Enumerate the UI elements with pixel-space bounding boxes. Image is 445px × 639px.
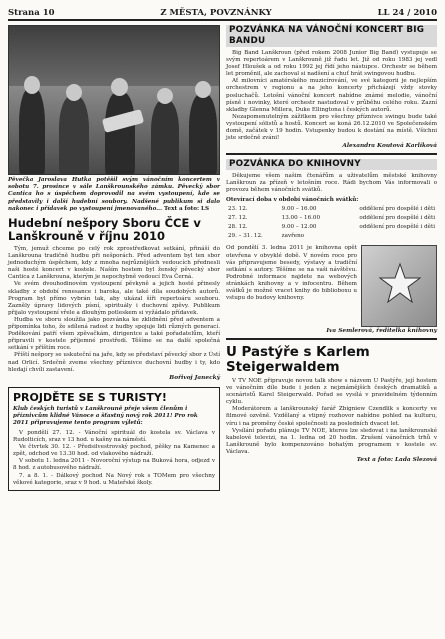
paragraph: Moderátorem a lanškrounský farář Zbigniew Czendlik s koncerty ve filmové ozvěně. Vzdělaný a vtipný rozhovor nabídne pohled na kulturu, víru i na proměny české společnosti za posledních dvacet let.	[226, 406, 437, 427]
page-header	[8, 6, 437, 18]
star-ornament-icon	[378, 262, 422, 306]
paragraph: Hudba ve sboru sloužila jako pozvánka ke zklidnění před adventem a připomínka toho, že sdílená radost z hudby spojuje lidi různých generací. Poděkování patří všem zpěvačkám, dirigentce a také pořadatelům, kteří připravili v kostele příjemné prostředí. Těšíme se na další společná setkání v příštím roce.	[8, 316, 220, 352]
divider	[226, 338, 437, 340]
tourist-program	[13, 430, 215, 487]
program-line: V sobotu 1. ledna 2011 - Novoroční výstup na Buková hora, odjezd v 8 hod. z autobusového nádraží.	[13, 458, 215, 472]
library-paragraph: Od pondělí 3. ledna 2011 je knihovna opět otevřena v obvyklé době. V novém roce pro vás připravujeme besedy, výstavy a tradiční setkání s autory. Těšíme se na vaši návštěvu. Podrobné informace najdete na webových stránkách knihovny a v infocentru. Během svátků je možné vracet knihy do biblioboxu u vstupu do budovy knihovny.	[226, 245, 357, 302]
library-schedule	[226, 204, 437, 242]
schedule-row: 27. 12. 13.00 – 16.00 oddělení pro dospělé i děti	[228, 215, 435, 222]
bigband-signature: Alexandra Koutová Karlíková	[342, 143, 437, 150]
pastyr-title: U Pastýře s Karlem Steigerwaldem	[226, 344, 370, 375]
library-signature: Iva Semlerová, ředitelka knihovny	[326, 328, 437, 335]
paragraph: Big Band Lanškroun (před rokem 2008 Junior Big Band) vystupuje se svým repertoárem v Lanškrouně již řadu let. Již od roku 1983 jej vedl Josef Hloušek a od roku 1992 jej řídí jeho nástupce. Orchestr se během let proměnil, ale zachoval si nadšení a chuť hrát swingovou hudbu.	[226, 50, 437, 78]
header-rule	[8, 19, 437, 21]
schedule-row: 29. – 31. 12. zavřeno	[228, 233, 305, 240]
paragraph: Nezapomenutelným zážitkem pro všechny příznivce swingu bude také vystoupení sólistů a hostů. Koncert se koná 26.12.2010 ve Společenském domě, začátek v 19 hodin. Vstupenky budou k dostání na místě. Všichni jste srdečně zváni!	[226, 113, 437, 142]
bigband-title: POZVÁNKA NA VÁNOČNÍ KONCERT BIG BANDU	[226, 25, 437, 47]
tourist-box	[8, 387, 220, 491]
library-intro: Děkujeme všem našim čtenářům a uživatelům městské knihovny Lanškroun za přízeň v letošním roce. Rádi bychom Vás informovali o provozu během vánočních svátků.	[226, 172, 437, 193]
left-column	[8, 25, 220, 491]
article-title: Hudební nešpory Sboru ČCE v Lanškrouně v říjnu 2010	[8, 216, 201, 244]
section-title: Z MĚSTA, POVZNÁNKY	[160, 8, 272, 18]
tourist-title: PROJDĚTE SE S TURISTY!	[13, 390, 167, 404]
bigband-body	[226, 50, 437, 142]
article-signature: Bořivoj Janecký	[169, 374, 220, 381]
library-photo	[361, 245, 437, 327]
article-body	[8, 246, 220, 374]
pastyr-body	[226, 378, 437, 456]
photo-caption: Pěvečka Jaroslava Hutka potěšil svým vánočním koncertem v sobotu 7. prosince v sále Lanškrounského zámku. Pěvecký sbor Cantica ho s úspěchem doprovodil na svém vystoupení, kde se představily i další hudební soubory. Nadšené publikum si dalo nakonec i přídavek po vystoupení jmenovaného... Text a foto: LS	[8, 177, 220, 212]
paragraph: V TV NOE připravuje novou talk show s názvem U Pastýře, její hostem ve vánočním díle bude i jeden z nejznámějších českých dramatiků a scenáristů Karel Steigerwald. Pořad se vysílá v pravidelném týdenním cyklu.	[226, 377, 437, 406]
library-hours-heading: Otevírací doba v období vánočních svátků:	[226, 197, 359, 203]
paragraph: Vysílání pořadu plánuje TV NOE, kterou lze sledovat i na lanškrounské kabelové televizi, na 1. ledna od 20 hodin. Zrušení vánočních trhů v Lanškrouně bylo kompenzováno bohatým programem v kostele sv. Václava.	[226, 427, 437, 455]
paragraph: Ať milovníci amatérského muzicírování, ve své kategorii je nejlepším orchestrem v regionu a na jeho koncerty přicházejí vždy stovky posluchačů. Letošní vánoční koncert nabídne známé melodie, vánoční písně i novinky, které orchestr nastudoval v průběhu celého roku. Zazní skladby Glenna Millera, Duke Ellingtona i českých autorů.	[226, 78, 437, 113]
tourist-lead: Klub českých turistů v Lanškrouně přeje všem členům i příznivcům klidné Vánoce a šťastný nový rok 2011! Pro rok 2011 připravujeme tento program výletů:	[13, 405, 198, 426]
paragraph: Tým, jemuž chceme po celý rok zprostředkovat setkání, přináší do Lanškrouna tradičně hudbu při nešporách. Před adventem byl ten sbor jednoduchým úspěchem, kdy z mnoha nejrůznějších vedoucích přednesli naši hosté koncert v kostele. Naším hostem byl ženský pěvecký sbor Cantica z Lanškrouna, kterým je nepochybně vedoucí Eva Černá.	[8, 246, 220, 281]
paragraph: Ve svém dvouhodinovém vystoupení pěvkyně a jejich hosté přinesly skladby z období renesance i baroka, ale také díla soudobých autorů. Program byl přímo vybrán tak, aby ukázal šíři repertoáru souboru. Zazněly úpravy lidových písní, spirituály i duchovní zpěvy. Publikum přijalo vystoupení vřele a dlouhým potleskem si vyžádalo přídavek.	[8, 281, 220, 316]
program-line: Ve čtvrtek 30. 12. - Předsilvestrovský pochod, pěšky na Kamenec a zpět, odchod ve 13.30 hod. od vlakového nádraží.	[13, 444, 215, 458]
page-label: Strana 10	[8, 8, 55, 18]
program-line: V pondělí 27. 12. - Vánoční spirituál do kostela sv. Václava v Rudolticích, sraz v 13 hod. u kašny na náměstí.	[13, 429, 215, 444]
schedule-row: 23. 12. 9.00 – 16.00 oddělení pro dospělé i děti	[228, 206, 435, 213]
concert-photo	[8, 25, 220, 175]
library-title: POZVÁNKA DO KNIHOVNY	[226, 159, 437, 170]
pastyr-signature: Text a foto: Lada Slezová	[356, 457, 437, 463]
photo-credit: Text a foto: LS	[164, 205, 209, 212]
library-content	[226, 245, 437, 327]
program-line: 7. a 8. 1. - Dálkový pochod Na Nový rok s TOMem pro všechny věkové kategorie, sraz v 9 hod. u Mateřské školy.	[13, 472, 215, 486]
issue-label: LL 24 / 2010	[377, 8, 437, 18]
paragraph: Příští nešpory se uskuteční na jaře, kdy se představí pěvecký sbor z Ústí nad Orlicí. Srdečně zveme všechny příznivce duchovní hudby i ty, kdo hledají chvíli zastavení.	[8, 352, 220, 373]
divider	[226, 153, 437, 155]
right-column	[226, 25, 437, 463]
schedule-row: 28. 12. 9.00 – 12.00 oddělení pro dospělé i děti	[228, 224, 435, 231]
